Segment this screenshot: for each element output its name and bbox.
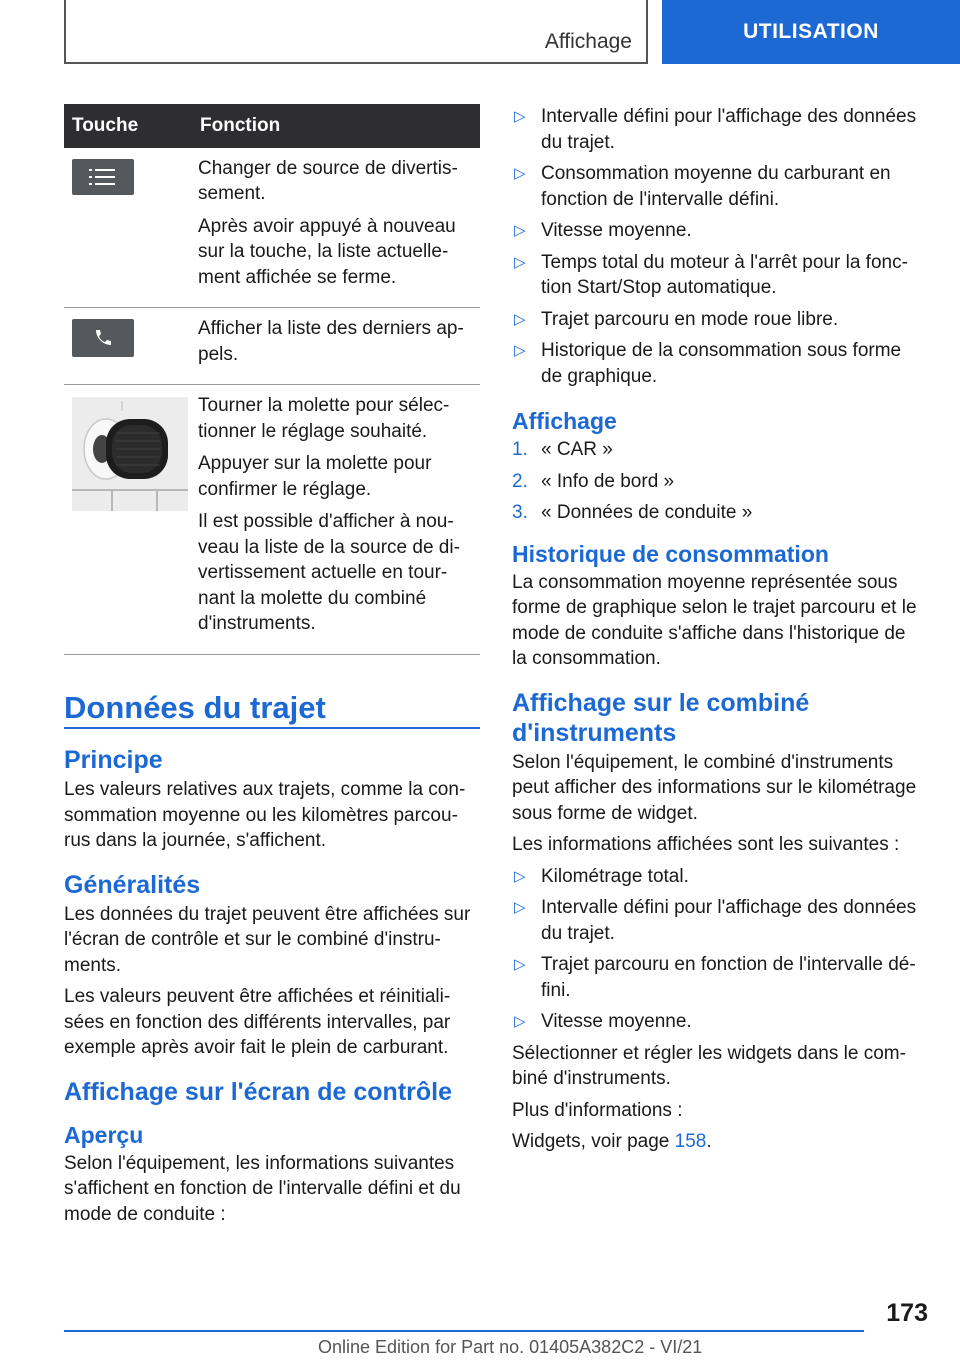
table-header-key: Touche (64, 104, 192, 148)
paragraph-general-1: Les données du trajet peuvent être affichées sur l'écran de contrôle et sur le combiné d'instru-ments. (64, 903, 471, 976)
header-chapter-tab: UTILISATION (662, 0, 960, 64)
list-item: ▷ Consommation moyenne du carburant en fonction de l'intervalle défini. (514, 163, 891, 210)
list-item: ▷ Trajet parcouru en fonction de l'intervalle dé-fini. (514, 954, 916, 1001)
function-text: Appuyer sur la molette pour confirmer le réglage. (198, 453, 432, 500)
triangle-bullet-icon: ▷ (514, 1013, 526, 1030)
triangle-bullet-icon: ▷ (514, 222, 526, 239)
paragraph-overview: Selon l'équipement, les informations suivantes s'affichent en fonction de l'intervalle défini et du mode de conduite : (64, 1152, 461, 1225)
function-text: Après avoir appuyé à nouveau sur la touche, la liste actuelle-ment affichée se ferme. (198, 215, 456, 288)
triangle-bullet-icon: ▷ (514, 310, 526, 328)
list-item: ▷ Trajet parcouru en mode roue libre. (512, 307, 920, 333)
section-title-trip-data: Données du trajet (64, 695, 480, 730)
table-row (64, 148, 480, 308)
table-cell-icon (64, 385, 192, 655)
controller-knob-icon (72, 397, 188, 511)
left-column (64, 104, 480, 1233)
header-section-title: Affichage (544, 30, 632, 53)
heading-general: Généralités (64, 870, 201, 899)
table-cell-function (192, 148, 480, 308)
list-item: ▷ Intervalle défini pour l'affichage des données du trajet. (514, 106, 917, 153)
heading-control-display: Affichage sur l'écran de contrôle (64, 1077, 452, 1106)
table-row (64, 385, 480, 655)
heading-principle: Principe (64, 746, 163, 774)
triangle-bullet-icon: ▷ (514, 342, 526, 359)
heading-consumption-history: Historique de consommation (512, 540, 829, 567)
paragraph-principle: Les valeurs relatives aux trajets, comme la con-sommation moyenne ou les kilomètres parcou-rus dans la journée, s'affichent. (64, 779, 466, 851)
triangle-bullet-icon: ▷ (514, 867, 526, 885)
phone-icon (72, 319, 134, 357)
triangle-bullet-icon: ▷ (514, 956, 526, 973)
overview-list (512, 104, 920, 389)
triangle-bullet-icon: ▷ (514, 899, 526, 916)
cluster-list (512, 864, 920, 1035)
display-steps (512, 437, 920, 526)
function-text: Afficher la liste des derniers ap-pels. (198, 318, 464, 365)
paragraph-general-2: Les valeurs peuvent être affichées et réinitiali-sées en fonction des différents intervalles, par exemple après avoir fait le plein de carburant. (64, 986, 451, 1058)
list-item: 2. « Info de bord » (512, 470, 675, 492)
function-text: Changer de source de divertis-sement. (198, 157, 458, 204)
table-cell-icon (64, 148, 192, 308)
list-item: 3. « Données de conduite » (512, 502, 753, 523)
list-item: ▷ Vitesse moyenne. (512, 1009, 920, 1035)
function-text: Tourner la molette pour sélec-tionner le réglage souhaité. (198, 395, 450, 442)
paragraph-cluster-3: Sélectionner et régler les widgets dans le com-biné d'instruments. (512, 1042, 906, 1089)
table-header-function: Fonction (192, 104, 480, 148)
right-column (512, 104, 920, 1161)
table-cell-icon (64, 308, 192, 385)
paragraph-more-info: Plus d'informations : (512, 1099, 683, 1121)
function-text: Il est possible d'afficher à nou-veau la liste de la source de di-vertissement actuelle en tour-nant la molette du combiné d'instruments. (198, 511, 460, 634)
heading-instrument-cluster: Affichage sur le combiné d'instruments (512, 688, 810, 747)
paragraph-history: La consommation moyenne représentée sous forme de graphique selon le trajet parcouru et le mode de conduite s'affiche dans l'historique de la consommation. (512, 571, 917, 669)
list-item: ▷ Kilométrage total. (512, 864, 920, 890)
footer-divider (64, 1330, 864, 1332)
triangle-bullet-icon: ▷ (514, 253, 526, 271)
list-item: ▷ Historique de la consommation sous forme de graphique. (514, 340, 902, 387)
table-row (64, 308, 480, 385)
list-item: 1. « CAR » (512, 439, 613, 460)
triangle-bullet-icon: ▷ (514, 165, 526, 182)
list-icon (72, 159, 134, 195)
page-link-158[interactable]: 158 (674, 1131, 707, 1152)
table-cell-function (192, 385, 480, 655)
paragraph-cluster-1: Selon l'équipement, le combiné d'instruments peut afficher des informations sur le kilométrage sous forme de widget. (512, 751, 917, 824)
table-cell-function (192, 308, 480, 385)
heading-overview: Aperçu (64, 1121, 144, 1148)
footer-edition: Online Edition for Part no. 01405A382C2 - VI/21 (318, 1337, 703, 1357)
paragraph-widgets-ref: Widgets, voir page 158. (512, 1131, 712, 1152)
page-number: 173 (886, 1299, 928, 1327)
key-function-table (64, 104, 480, 655)
list-item: ▷ Vitesse moyenne. (512, 218, 920, 244)
paragraph-cluster-2: Les informations affichées sont les suivantes : (512, 834, 900, 855)
list-item: ▷ Temps total du moteur à l'arrêt pour la fonc-tion Start/Stop automatique. (514, 251, 908, 298)
list-item: ▷ Intervalle défini pour l'affichage des données du trajet. (514, 897, 917, 944)
heading-display: Affichage (512, 408, 617, 434)
triangle-bullet-icon: ▷ (514, 108, 526, 125)
